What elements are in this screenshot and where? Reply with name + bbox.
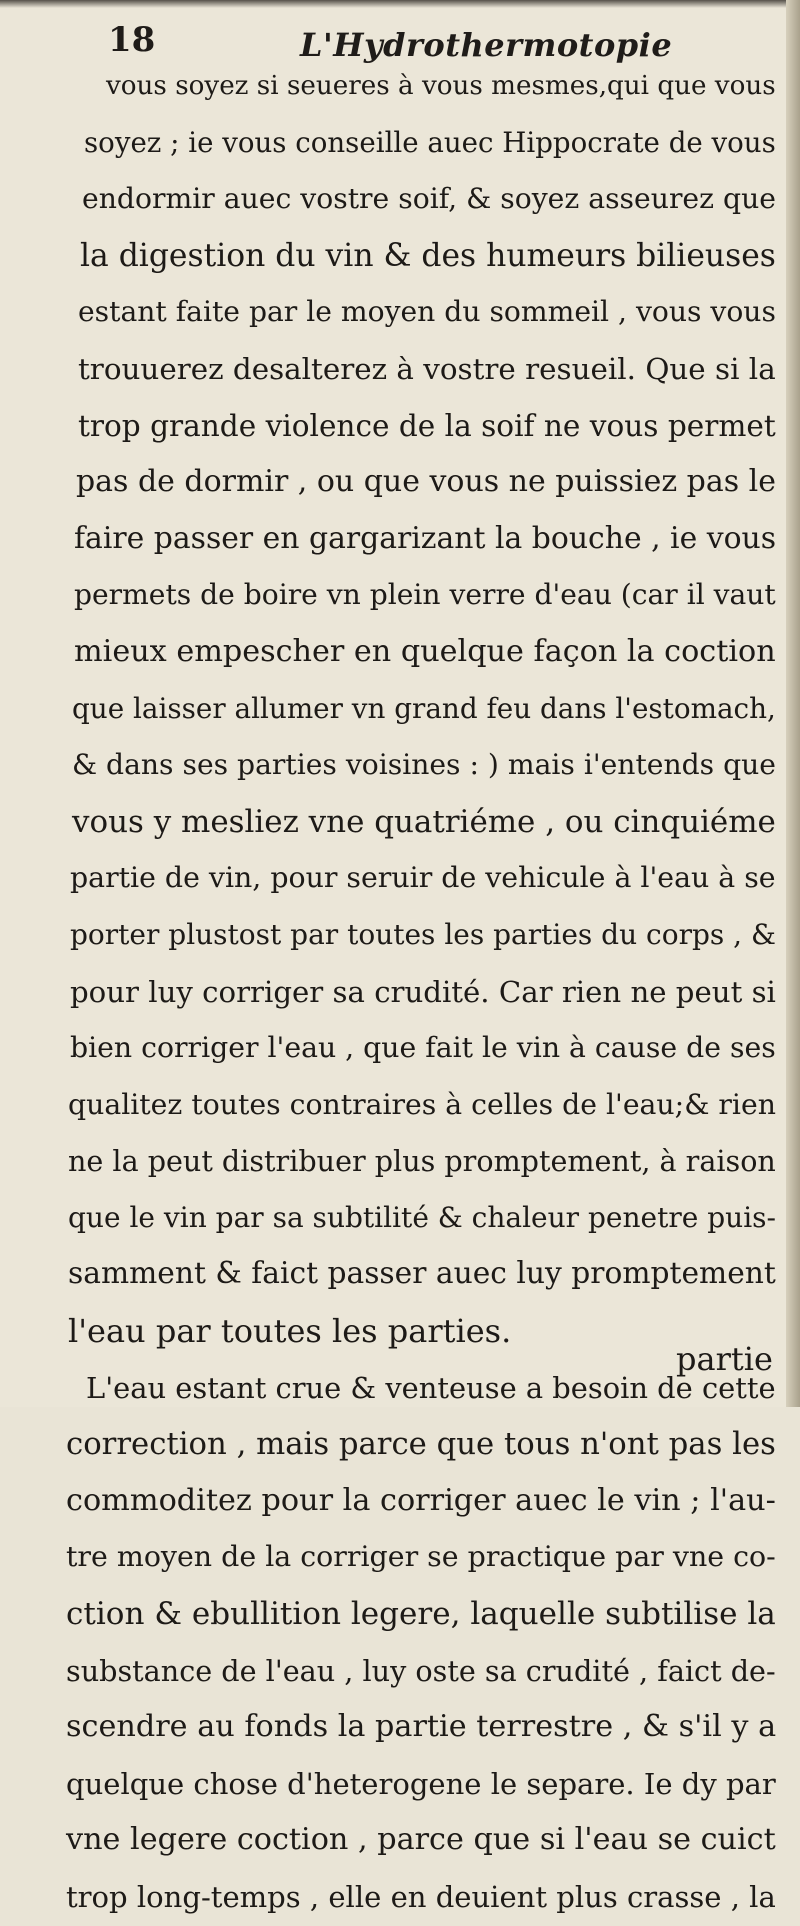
text-line: scendre au fonds la partie terrestre , & s'il y a: [66, 1709, 777, 1745]
text-line: estant faite par le moyen du sommeil , vous vous: [78, 295, 776, 329]
text-line: ne la peut distribuer plus promptement, à raison: [68, 1144, 776, 1179]
text-line: trouuerez desalterez à vostre resueil. Que si la: [78, 351, 776, 386]
text-line: ction & ebullition legere, laquelle subtilise la: [66, 1596, 776, 1633]
body-text: [66, 58, 776, 1926]
text-line: soyez ; ie vous conseille auec Hippocrate de vous: [84, 125, 776, 159]
text-line: correction , mais parce que tous n'ont pas les: [66, 1426, 776, 1463]
text-line: vous y mesliez vne quatriéme , ou cinquiéme: [72, 803, 776, 840]
text-line: permets de boire vn plein verre d'eau (car il vaut: [74, 578, 776, 612]
text-line: vne legere coction , parce que si l'eau se cuict: [66, 1822, 776, 1858]
text-line: samment & faict passer auec luy promptement: [68, 1256, 776, 1292]
text-line: l'eau par toutes les parties.: [68, 1312, 512, 1351]
running-title: L'Hydrothermotopie: [300, 26, 673, 64]
text-line: vous soyez si seueres à vous mesmes,qui que vous: [106, 71, 776, 101]
text-line: que le vin par sa subtilité & chaleur penetre puis-: [68, 1200, 777, 1234]
text-line: trop long-temps , elle en deuient plus crasse , la: [66, 1880, 776, 1914]
text-line: pas de dormir , ou que vous ne puissiez pas le: [76, 464, 776, 500]
text-line: mieux empescher en quelque façon la coction: [74, 633, 776, 669]
text-line: commoditez pour la corriger auec le vin ; l'au-: [66, 1482, 776, 1518]
text-line: que laisser allumer vn grand feu dans l'estomach,: [72, 691, 776, 725]
text-line: endormir auec vostre soif, & soyez asseurez que: [82, 182, 776, 216]
text-line: trop grande violence de la soif ne vous permet: [78, 408, 776, 443]
text-line: qualitez toutes contraires à celles de l'eau;& rien: [68, 1087, 776, 1121]
text-line: quelque chose d'heterogene le separe. Ie dy par: [66, 1766, 776, 1801]
text-line: substance de l'eau , luy oste sa crudité , faict de-: [66, 1653, 776, 1688]
text-line: la digestion du vin & des humeurs bilieuses: [80, 237, 776, 274]
page-top-edge: [0, 0, 800, 8]
text-line: porter plustost par toutes les parties du corps , &: [70, 917, 776, 951]
text-line: faire passer en gargarizant la bouche , ie vous: [74, 520, 777, 556]
text-line: partie de vin, pour seruir de vehicule à l'eau à se: [70, 861, 776, 895]
text-line: pour luy corriger sa crudité. Car rien ne peut si: [70, 974, 776, 1009]
text-line: bien corriger l'eau , que fait le vin à cause de ses: [70, 1031, 776, 1065]
page-spine-shadow: [786, 0, 800, 1407]
text-line: & dans ses parties voisines : ) mais i'entends que: [72, 748, 776, 782]
catchword: partie: [676, 1340, 773, 1378]
page-number: 18: [108, 20, 156, 60]
text-line: tre moyen de la corriger se practique par vne co-: [66, 1540, 776, 1574]
paragraph-start-line: L'eau estant crue & venteuse a besoin de cette: [86, 1370, 776, 1405]
